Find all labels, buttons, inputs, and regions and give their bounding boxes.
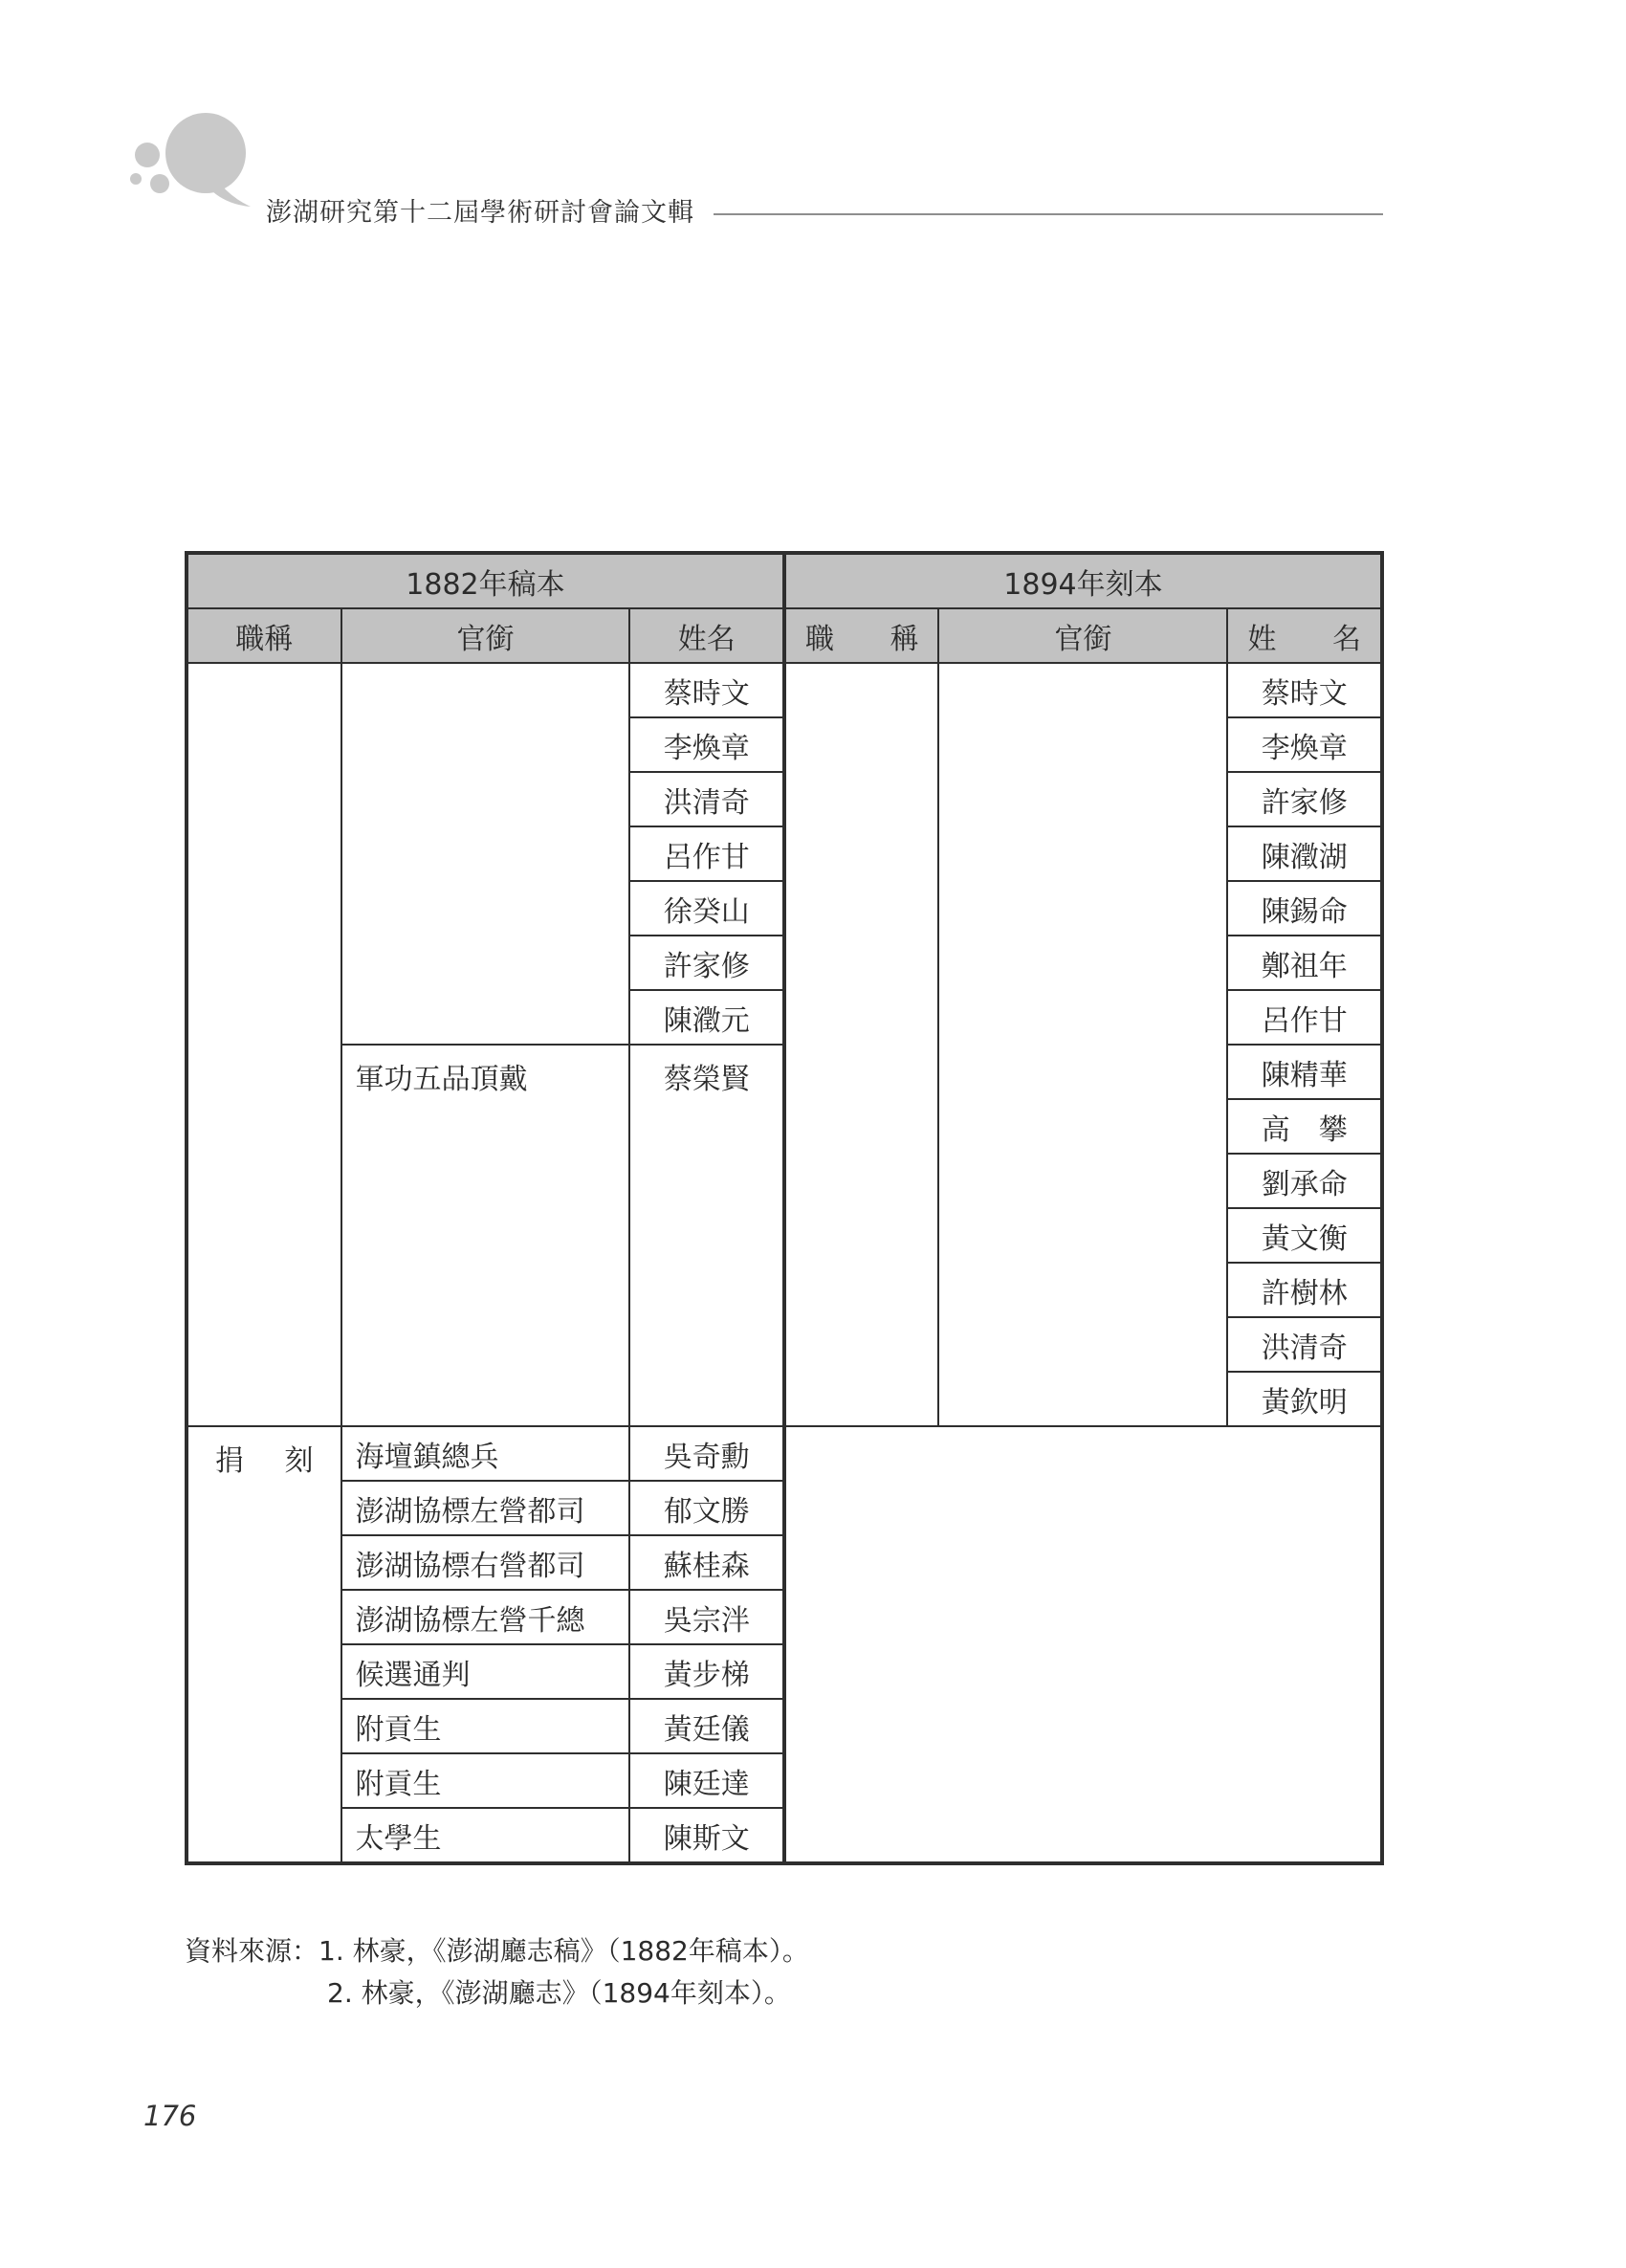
- name-cell-1894: 黃欽明: [1227, 1372, 1382, 1426]
- source-line-1: 資料來源：1. 林豪，《澎湖廳志稿》（1882年稿本）。: [185, 1935, 809, 1967]
- name-cell-1882-merit: 蔡榮賢: [629, 1045, 784, 1426]
- col-header-name-1882: 姓名: [629, 608, 784, 663]
- source-line-2: 2. 林豪，《澎湖廳志》（1894年刻本）。: [327, 1977, 791, 2009]
- col-header-rank-1882: 官銜: [341, 608, 630, 663]
- col-header-title-1882: 職稱: [187, 608, 341, 663]
- name-cell-1894: 李煥章: [1227, 717, 1382, 772]
- name-cell-1894: 許樹林: [1227, 1263, 1382, 1317]
- name-cell-1894: 鄭祖年: [1227, 936, 1382, 990]
- donor-rank-cell: 附貢生: [341, 1699, 630, 1753]
- donor-rank-cell: 澎湖協標左營都司: [341, 1481, 630, 1535]
- name-cell-1894: 黃文衡: [1227, 1208, 1382, 1263]
- column-header-row: [187, 608, 1382, 663]
- donor-name-cell: 黃步梯: [629, 1644, 784, 1699]
- name-cell-1882: 蔡時文: [629, 663, 784, 717]
- name-cell-1894: 呂作甘: [1227, 990, 1382, 1045]
- officials-table: [185, 551, 1384, 1865]
- name-cell-1894: 陳瀓湖: [1227, 826, 1382, 881]
- name-cell-1882: 陳瀓元: [629, 990, 784, 1045]
- col-header-name-1894: 姓 名: [1227, 608, 1382, 663]
- rank-cell-1882-blank: [341, 663, 630, 1045]
- donor-name-cell: 吳奇勳: [629, 1426, 784, 1481]
- name-cell-1882: 徐癸山: [629, 881, 784, 936]
- name-cell-1894: 陳錫命: [1227, 881, 1382, 936]
- name-cell-1894: 陳精華: [1227, 1045, 1382, 1099]
- title-cell-1894-blank: [784, 663, 939, 1426]
- donor-rank-cell: 海壇鎮總兵: [341, 1426, 630, 1481]
- group-header-row: [187, 553, 1382, 608]
- table-row: [187, 663, 1382, 717]
- donor-name-cell: 蘇桂森: [629, 1535, 784, 1590]
- donation-title-cell: 捐 刻: [187, 1426, 341, 1863]
- table-row: [187, 1426, 1382, 1481]
- donor-rank-cell: 澎湖協標右營都司: [341, 1535, 630, 1590]
- col-header-title-1894: 職 稱: [784, 608, 939, 663]
- name-cell-1894: 許家修: [1227, 772, 1382, 826]
- donor-name-cell: 陳廷達: [629, 1753, 784, 1808]
- rank-cell-1894-blank: [938, 663, 1227, 1426]
- donor-name-cell: 陳斯文: [629, 1808, 784, 1863]
- name-cell-1882: 呂作甘: [629, 826, 784, 881]
- donor-rank-cell: 澎湖協標左營千總: [341, 1590, 630, 1644]
- name-cell-1894: 劉承命: [1227, 1154, 1382, 1208]
- donor-rank-cell: 候選通判: [341, 1644, 630, 1699]
- name-cell-1882: 洪清奇: [629, 772, 784, 826]
- page-number: 176: [143, 2100, 197, 2132]
- donor-rank-cell: 附貢生: [341, 1753, 630, 1808]
- name-cell-1882: 許家修: [629, 936, 784, 990]
- header-title: 澎湖研究第十二屆學術研討會論文輯: [266, 198, 694, 228]
- donor-name-cell: 郁文勝: [629, 1481, 784, 1535]
- donor-name-cell: 黃廷儀: [629, 1699, 784, 1753]
- group-header-1882: 1882年稿本: [187, 553, 784, 608]
- speech-bubble-logo-icon: [107, 107, 270, 222]
- rank-cell-1882-merit: 軍功五品頂戴: [341, 1045, 630, 1426]
- col-header-rank-1894: 官銜: [938, 608, 1227, 663]
- name-cell-1894: 蔡時文: [1227, 663, 1382, 717]
- source-note: [185, 1930, 809, 2015]
- title-cell-1882-blank: [187, 663, 341, 1426]
- donor-rank-cell: 太學生: [341, 1808, 630, 1863]
- group-header-1894: 1894年刻本: [784, 553, 1382, 608]
- name-cell-1894: 高 攀: [1227, 1099, 1382, 1154]
- donor-name-cell: 吳宗泮: [629, 1590, 784, 1644]
- name-cell-1894: 洪清奇: [1227, 1317, 1382, 1372]
- name-cell-1882: 李煥章: [629, 717, 784, 772]
- header-rule: [714, 213, 1383, 215]
- empty-1894-donor-area: [784, 1426, 1382, 1863]
